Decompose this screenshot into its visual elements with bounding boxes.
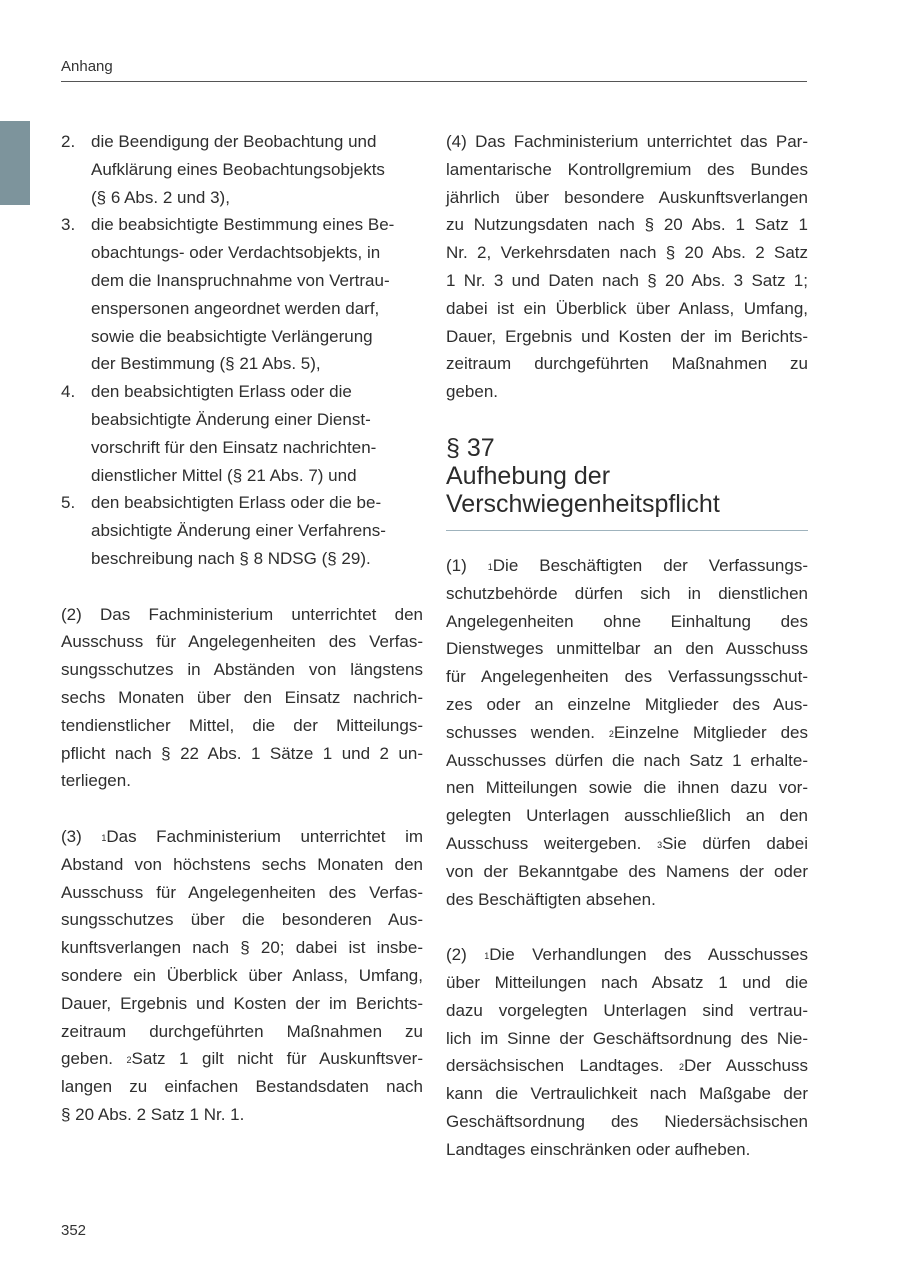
sentence-number: 3	[657, 839, 663, 850]
right-column	[446, 128, 808, 1164]
sentence-number: 2	[678, 1062, 684, 1073]
list-item: 2. die Beendigung der Beobachtung und	[61, 128, 423, 156]
page-number: 352	[61, 1222, 87, 1239]
paragraph-3: (3) $^1$Das Fachministerium unterrichtet im Abstand von höchstens sechs Monaten den Ausschuss für Angelegenheiten des Verfas- sungsschutzes über die besonderen Aus- kunftsverlangen nach § 20; dabei ist insbe- sondere ein Überblick über Anlass, Umfang, Dauer, Ergebnis und Kosten der im Berichts- zeitraum durchgeführten Maßnahmen zu geben. $^2$Satz 1 gilt nicht für Auskunftsver- langen zu einfachen Bestandsdaten nach § 20 Abs. 2 Satz 1 Nr. 1.	[61, 826, 424, 1124]
section-title-cont: Verschwiegenheitspflicht	[446, 489, 720, 518]
list-item: 5. den beabsichtigten Erlass oder die be-	[61, 489, 423, 517]
numbered-list: 2. die Beendigung der Beobachtung und Aufklärung eines Beobachtungsobjekts (§ 6 Abs. 2 und 3), 3. die beabsichtigte Bestimmung eines Be- obachtungs- oder Verdachtsobjekts, in dem die Inanspruchnahme von Vertrau- enspersonen angeordnet werden darf, sowie die beabsichtigte Verlängerung der Bestimmung (§ 21 Abs. 5), 4. den beabsichtigten Erlass oder die beabsichtigte Änderung einer Dienst- vorschrift für den Einsatz nachrichten- dienstlicher Mittel (§ 21 Abs. 7) und 5. den beabsichtigten Erlass oder die be- absichtigte Änderung einer Verfahrens- beschreibung nach § 8 NDSG (§ 29).	[61, 128, 423, 573]
section-number: § 37	[446, 433, 495, 462]
sentence-number: 1	[101, 832, 107, 843]
list-item: 4. den beabsichtigten Erlass oder die	[61, 378, 423, 406]
list-number: 4.	[61, 382, 76, 402]
list-number: 2.	[61, 132, 76, 151]
section-rule	[446, 530, 808, 531]
list-item: 3. die beabsichtigte Bestimmung eines Be-	[61, 211, 423, 239]
paragraph-2: (2) Das Fachministerium unterrichtet den Ausschuss für Angelegenheiten des Verfas- sungsschutzes in Abständen von längstens sechs Monaten über den Einsatz nachrich- tendienstlicher Mittel, die der Mitteilungs- pflicht nach § 22 Abs. 1 Sätze 1 und 2 un- terliegen.	[61, 604, 423, 791]
section-title: Aufhebung der	[446, 461, 611, 490]
left-column	[61, 128, 423, 1129]
paragraph-4: (4) Das Fachministerium unterrichtet das Par- lamentarische Kontrollgremium des Bundes jährlich über besondere Auskunftsverlangen zu Nutzungsdaten nach § 20 Abs. 1 Satz 1 Nr. 2, Verkehrsdaten nach § 20 Abs. 2 Satz 1 Nr. 3 und Daten nach § 20 Abs. 3 Satz 1; dabei ist ein Überblick über Anlass, Umfang, Dauer, Ergebnis und Kosten der im Berichts- zeitraum durchgeführten Maßnahmen zu geben.	[446, 132, 808, 402]
section-37-paragraph-2: (2) $^1$Die Verhandlungen des Ausschusses über Mitteilungen nach Absatz 1 und die dazu vorgelegten Unterlagen sind vertrau- lich im Sinne der Geschäftsordnung des Nie- dersächsischen Landtages. $^2$Der Ausschuss kann die Vertraulichkeit nach Maßgabe der Geschäftsordnung des Niedersächsischen Landtages einschränken oder aufheben.	[446, 945, 808, 1159]
section-37-paragraph-1: (1) $^1$Die Beschäftigten der Verfassungs- schutzbehörde dürfen sich in dienstlichen Angelegenheiten ohne Einhaltung des Dienstweges unmittelbar an den Ausschuss für Angelegenheiten des Verfassungsschut- zes oder an einzelne Mitglieder des Aus- schusses wenden. $^2$Einzelne Mitglieder des Ausschusses dürfen die nach Satz 1 erhalte- nen Mitteilungen sowie die ihnen dazu vor- gelegten Unterlagen ausschließlich an den Ausschuss weitergeben. $^3$Sie dürfen dabei von der Bekanntgabe des Namens der oder des Beschäftigten absehen.	[446, 555, 808, 909]
header-rule	[61, 81, 807, 82]
section-heading	[446, 434, 808, 531]
list-number: 5.	[61, 493, 76, 513]
chapter-tab-marker	[0, 121, 30, 205]
sentence-number: 2	[608, 728, 614, 739]
sentence-number: 1	[484, 951, 490, 962]
running-title: Anhang	[61, 58, 113, 75]
sentence-number: 1	[487, 561, 493, 572]
list-number: 3.	[61, 215, 76, 235]
sentence-number: 2	[126, 1055, 132, 1066]
